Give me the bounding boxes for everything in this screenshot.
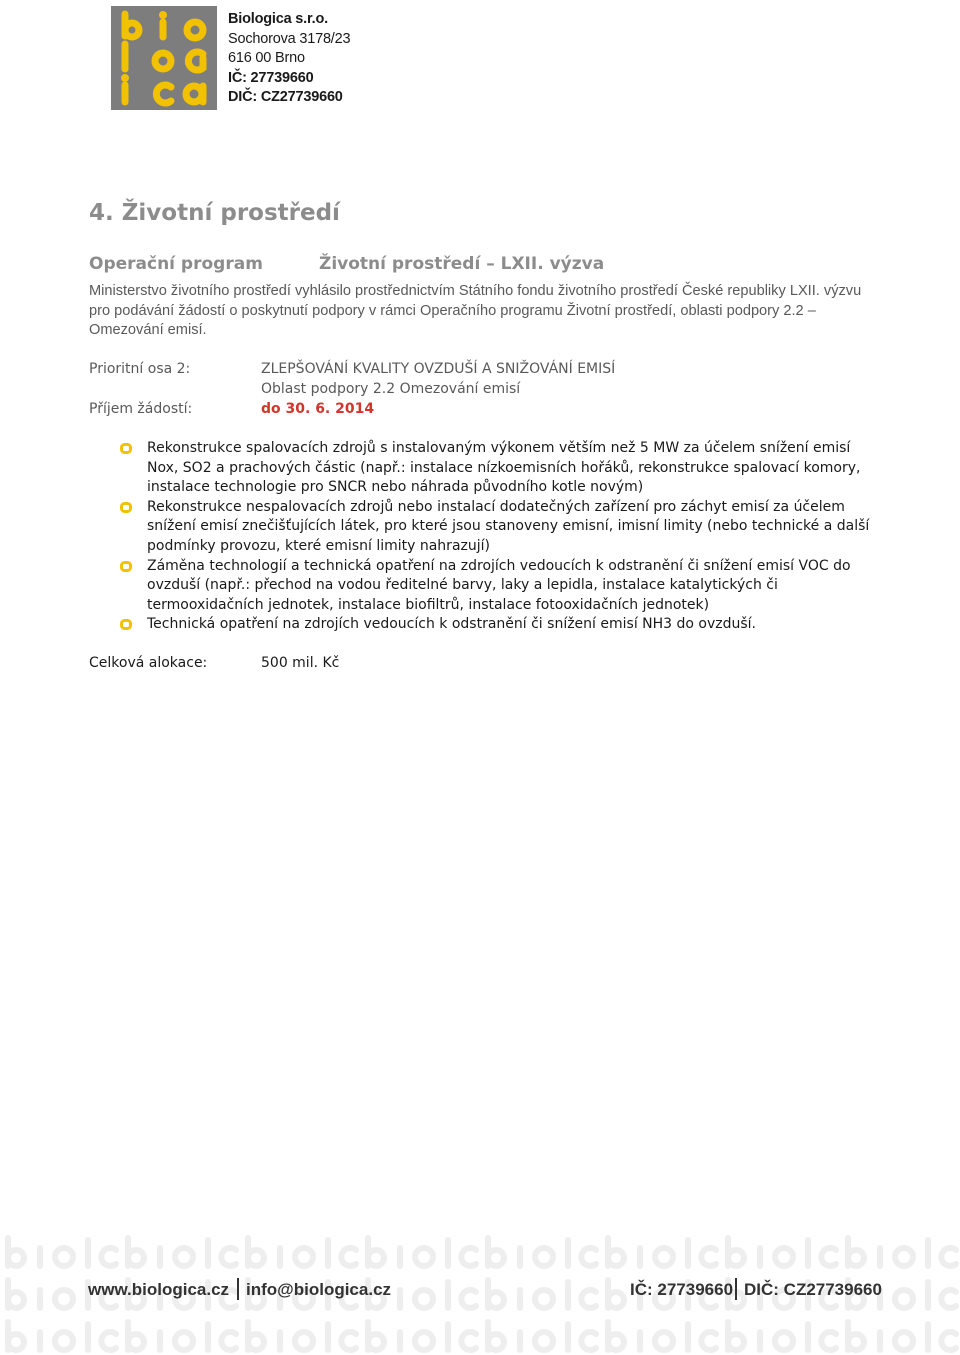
list-item: Technická opatření na zdrojích vedoucích k odstranění či snížení emisí NH3 do ovzduší. — [120, 615, 880, 635]
priority-value: ZLEPŠOVÁNÍ KVALITY OVZDUŠÍ A SNIŽOVÁNÍ EMISÍ — [261, 361, 616, 377]
list-item: Rekonstrukce spalovacích zdrojů s instalovaným výkonem větším než 5 MW za účelem snížení emisí Nox, SO2 a prachových částic (např.: instalace nízkoemisních hořáků, rekonstrukce spalovací komory, instalace technologie pro SNCR nebo náhrada původního kotle novým) — [120, 439, 880, 498]
footer-ic: IČ: 27739660 — [630, 1280, 734, 1299]
company-dic: DIČ: CZ27739660 — [228, 89, 343, 105]
footer-website[interactable]: www.biologica.cz — [88, 1280, 230, 1299]
bullet-ring-icon — [120, 619, 132, 630]
bullet-ring-icon — [120, 443, 132, 454]
bullet-ring-icon — [120, 561, 132, 572]
allocation-label: Celková alokace: — [89, 655, 208, 671]
program-name: Životní prostředí – LXII. výzva — [319, 254, 605, 274]
company-logo — [111, 6, 217, 110]
deadline-label: Příjem žádostí: — [89, 401, 193, 417]
footer-dic: DIČ: CZ27739660 — [744, 1280, 882, 1299]
priority-label: Prioritní osa 2: — [89, 361, 191, 377]
bullet-ring-icon — [120, 502, 132, 513]
footer-divider — [735, 1278, 737, 1300]
program-label: Operační program — [89, 254, 263, 274]
deadline-value: do 30. 6. 2014 — [261, 401, 375, 417]
company-street: Sochorova 3178/23 — [228, 30, 351, 47]
footer-email[interactable]: info@biologica.cz — [246, 1280, 392, 1299]
company-city: 616 00 Brno — [228, 50, 305, 66]
list-item: Rekonstrukce nespalovacích zdrojů nebo instalací dodatečných zařízení pro záchyt emisí za účelem snížení emisí znečišťujících látek, pro které jsou stanoveny emisní, imisní limity (nebo technické a další podmínky provozu, které emisní limity nahrazují) — [120, 498, 880, 557]
allocation-value: 500 mil. Kč — [261, 655, 340, 671]
support-area: Oblast podpory 2.2 Omezování emisí — [261, 381, 521, 397]
program-heading — [89, 254, 889, 274]
company-info — [228, 10, 350, 108]
section-title: 4. Životní prostředí — [89, 200, 340, 226]
intro-paragraph: Ministerstvo životního prostředí vyhlásilo prostřednictvím Státního fondu životního prostředí České republiky LXII. výzvu pro podávání žádostí o poskytnutí podpory v rámci Operačního programu Životní prostředí, oblasti podpory 2.2 – Omezování emisí. — [89, 283, 862, 339]
footer-divider — [237, 1278, 239, 1300]
measures-list — [120, 439, 880, 635]
company-name: Biologica s.r.o. — [228, 11, 328, 27]
list-item: Záměna technologií a technická opatření na zdrojích vedoucích k odstranění či snížení emisí VOC do ovzduší (např.: přechod na vodou ředitelné barvy, laky a lepidla, instalace katalytických či termooxidačních jednotek, instalace biofiltrů, instalace fotooxidačních jednotek) — [120, 557, 880, 616]
company-ic: IČ: 27739660 — [228, 69, 314, 86]
